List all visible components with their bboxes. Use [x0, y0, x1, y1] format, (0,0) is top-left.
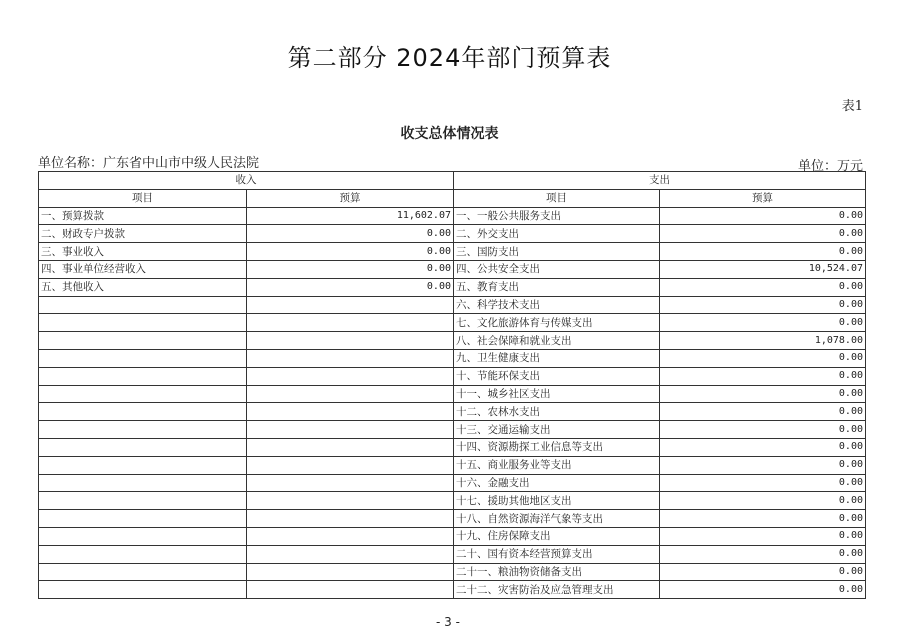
table-row [39, 438, 866, 456]
income-item-cell [39, 527, 247, 545]
expense-item-cell: 二十一、粮油物资储备支出 [454, 563, 660, 581]
expense-amount-cell: 0.00 [660, 492, 866, 510]
expense-amount-cell: 0.00 [660, 367, 866, 385]
expense-item-cell: 五、教育支出 [454, 278, 660, 296]
income-item-cell [39, 421, 247, 439]
expense-amount-cell: 0.00 [660, 456, 866, 474]
income-amount-cell [247, 349, 454, 367]
expense-item-cell: 一、一般公共服务支出 [454, 207, 660, 225]
expense-item-cell: 八、社会保障和就业支出 [454, 332, 660, 350]
table-row [39, 349, 866, 367]
expense-item-cell: 二十、国有资本经营预算支出 [454, 545, 660, 563]
income-amount-cell [247, 314, 454, 332]
expense-amount-cell: 0.00 [660, 278, 866, 296]
income-item-cell: 一、预算拨款 [39, 207, 247, 225]
table-row [39, 260, 866, 278]
expense-budget-col-header: 预算 [660, 189, 866, 207]
table-row [39, 510, 866, 528]
expense-item-cell: 十一、城乡社区支出 [454, 385, 660, 403]
expense-item-cell: 四、公共安全支出 [454, 260, 660, 278]
income-amount-cell: 0.00 [247, 225, 454, 243]
income-item-cell [39, 314, 247, 332]
income-item-col-header: 项目 [39, 189, 247, 207]
income-amount-cell [247, 510, 454, 528]
table-row [39, 527, 866, 545]
table-row [39, 474, 866, 492]
income-item-cell: 五、其他收入 [39, 278, 247, 296]
income-amount-cell: 11,602.07 [247, 207, 454, 225]
table-row [39, 332, 866, 350]
table-row [39, 421, 866, 439]
expense-amount-cell: 1,078.00 [660, 332, 866, 350]
unit-of-measure: 单位：万元 [797, 159, 863, 174]
table-row [39, 314, 866, 332]
table-row [39, 581, 866, 599]
expense-amount-cell: 0.00 [660, 296, 866, 314]
income-item-cell [39, 545, 247, 563]
table-row [39, 207, 866, 225]
income-item-cell: 三、事业收入 [39, 243, 247, 261]
expense-item-cell: 九、卫生健康支出 [454, 349, 660, 367]
income-amount-cell [247, 403, 454, 421]
expense-amount-cell: 0.00 [660, 385, 866, 403]
income-item-cell [39, 296, 247, 314]
expense-item-cell: 十三、交通运输支出 [454, 421, 660, 439]
expense-item-cell: 六、科学技术支出 [454, 296, 660, 314]
income-item-cell: 四、事业单位经营收入 [39, 260, 247, 278]
expense-amount-cell: 0.00 [660, 527, 866, 545]
expense-amount-cell: 0.00 [660, 510, 866, 528]
income-amount-cell [247, 385, 454, 403]
income-amount-cell [247, 563, 454, 581]
expense-header: 支出 [454, 172, 866, 190]
income-item-cell [39, 403, 247, 421]
expense-item-cell: 十七、援助其他地区支出 [454, 492, 660, 510]
expense-amount-cell: 0.00 [660, 349, 866, 367]
income-item-cell [39, 581, 247, 599]
expense-amount-cell: 0.00 [660, 207, 866, 225]
expense-amount-cell: 0.00 [660, 563, 866, 581]
expense-item-col-header: 项目 [454, 189, 660, 207]
income-amount-cell: 0.00 [247, 260, 454, 278]
income-item-cell [39, 385, 247, 403]
table-row [39, 403, 866, 421]
income-amount-cell [247, 527, 454, 545]
table-title: 收支总体情况表 [400, 126, 499, 142]
expense-item-cell: 十五、商业服务业等支出 [454, 456, 660, 474]
table-row [39, 243, 866, 261]
expense-item-cell: 三、国防支出 [454, 243, 660, 261]
income-amount-cell [247, 474, 454, 492]
income-budget-col-header: 预算 [247, 189, 454, 207]
income-item-cell [39, 332, 247, 350]
income-amount-cell [247, 581, 454, 599]
expense-amount-cell: 10,524.07 [660, 260, 866, 278]
income-item-cell [39, 456, 247, 474]
income-amount-cell [247, 545, 454, 563]
expense-item-cell: 十六、金融支出 [454, 474, 660, 492]
expense-item-cell: 二、外交支出 [454, 225, 660, 243]
expense-item-cell: 二十二、灾害防治及应急管理支出 [454, 581, 660, 599]
table-number: 表1 [841, 99, 863, 114]
expense-item-cell: 七、文化旅游体育与传媒支出 [454, 314, 660, 332]
income-amount-cell [247, 367, 454, 385]
table-row [39, 563, 866, 581]
income-item-cell [39, 349, 247, 367]
expense-amount-cell: 0.00 [660, 243, 866, 261]
expense-amount-cell: 0.00 [660, 545, 866, 563]
document-title: 第二部分 2024年部门预算表 [287, 44, 612, 72]
table-row [39, 385, 866, 403]
table-row [39, 296, 866, 314]
budget-table [38, 171, 866, 599]
income-header: 收入 [39, 172, 454, 190]
table-group-header-row [39, 172, 866, 190]
income-item-cell [39, 474, 247, 492]
income-item-cell [39, 438, 247, 456]
expense-item-cell: 十二、农林水支出 [454, 403, 660, 421]
expense-amount-cell: 0.00 [660, 314, 866, 332]
income-amount-cell: 0.00 [247, 243, 454, 261]
income-amount-cell: 0.00 [247, 278, 454, 296]
table-row [39, 545, 866, 563]
income-item-cell [39, 563, 247, 581]
expense-item-cell: 十四、资源勘探工业信息等支出 [454, 438, 660, 456]
page-number: - 3 - [436, 615, 460, 629]
expense-item-cell: 十八、自然资源海洋气象等支出 [454, 510, 660, 528]
expense-amount-cell: 0.00 [660, 581, 866, 599]
expense-amount-cell: 0.00 [660, 474, 866, 492]
table-row [39, 278, 866, 296]
income-item-cell [39, 367, 247, 385]
expense-amount-cell: 0.00 [660, 225, 866, 243]
income-item-cell: 二、财政专户拨款 [39, 225, 247, 243]
table-row [39, 225, 866, 243]
expense-item-cell: 十九、住房保障支出 [454, 527, 660, 545]
table-column-header-row [39, 189, 866, 207]
table-row [39, 456, 866, 474]
income-item-cell [39, 492, 247, 510]
expense-item-cell: 十、节能环保支出 [454, 367, 660, 385]
expense-amount-cell: 0.00 [660, 421, 866, 439]
income-amount-cell [247, 456, 454, 474]
expense-amount-cell: 0.00 [660, 438, 866, 456]
unit-name: 单位名称：广东省中山市中级人民法院 [38, 156, 260, 171]
income-amount-cell [247, 492, 454, 510]
table-row [39, 367, 866, 385]
income-amount-cell [247, 421, 454, 439]
table-row [39, 492, 866, 510]
income-amount-cell [247, 332, 454, 350]
income-amount-cell [247, 438, 454, 456]
expense-amount-cell: 0.00 [660, 403, 866, 421]
income-amount-cell [247, 296, 454, 314]
income-item-cell [39, 510, 247, 528]
